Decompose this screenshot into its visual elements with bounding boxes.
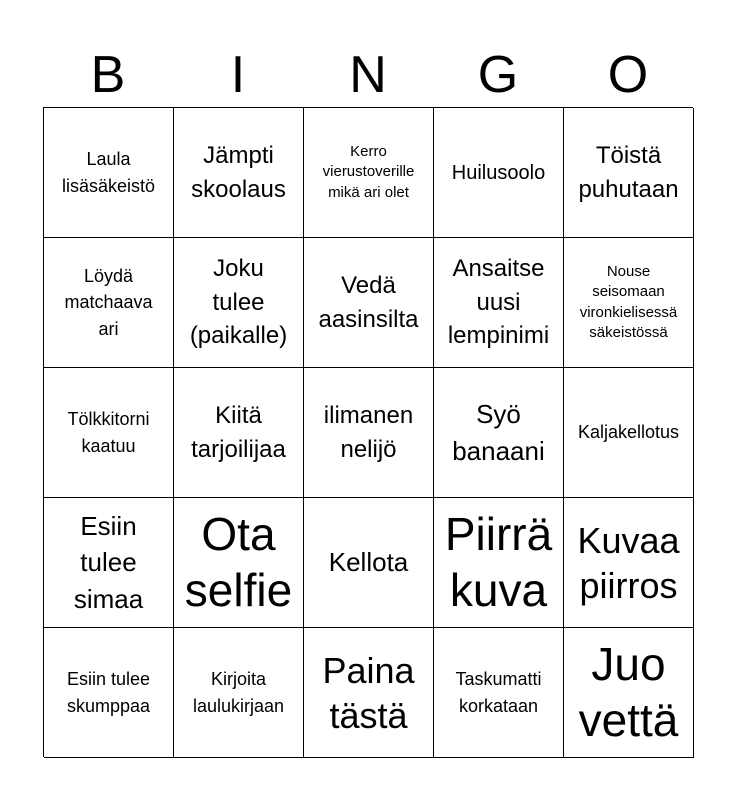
cell-text: ilimanen nelijö bbox=[323, 401, 414, 463]
header-letter-b: B bbox=[90, 46, 126, 104]
bingo-cell[interactable] bbox=[564, 238, 694, 368]
bingo-cell[interactable] bbox=[304, 628, 434, 758]
bingo-cell[interactable] bbox=[564, 108, 694, 238]
cell-text: Laula lisäsäkeistö bbox=[61, 149, 156, 196]
bingo-cell[interactable] bbox=[434, 628, 564, 758]
cell-text: Jämpti skoolaus bbox=[191, 141, 286, 203]
bingo-cell[interactable] bbox=[174, 238, 304, 368]
bingo-cell[interactable] bbox=[564, 628, 694, 758]
cell-text: Nouse seisomaan vironkielisessä säkeistössä bbox=[579, 263, 678, 341]
cell-text: Kellota bbox=[328, 547, 409, 578]
cell-text: Vedä aasinsilta bbox=[318, 271, 419, 333]
bingo-cell[interactable] bbox=[434, 368, 564, 498]
cell-text: Töistä puhutaan bbox=[578, 141, 679, 203]
cell-text: Ota selfie bbox=[184, 508, 293, 616]
bingo-cell[interactable] bbox=[174, 628, 304, 758]
cell-text: Syö banaani bbox=[452, 399, 545, 466]
bingo-cell[interactable] bbox=[434, 498, 564, 628]
header-letter-n: N bbox=[349, 46, 387, 104]
bingo-cell[interactable] bbox=[44, 628, 174, 758]
bingo-cell[interactable] bbox=[304, 498, 434, 628]
cell-text: Joku tulee (paikalle) bbox=[189, 255, 288, 350]
cell-text: Kiitä tarjoilijaa bbox=[191, 401, 286, 463]
cell-text: Juo vettä bbox=[578, 638, 679, 746]
cell-text: Kuvaa piirros bbox=[577, 519, 680, 606]
bingo-cell[interactable] bbox=[44, 238, 174, 368]
bingo-cell[interactable] bbox=[44, 498, 174, 628]
cell-text: Esiin tulee simaa bbox=[73, 510, 144, 614]
bingo-cell[interactable] bbox=[174, 498, 304, 628]
bingo-cell[interactable] bbox=[174, 368, 304, 498]
header-letter-i: I bbox=[230, 46, 246, 104]
cell-text: Ansaitse uusi lempinimi bbox=[447, 255, 550, 350]
bingo-cell[interactable] bbox=[44, 368, 174, 498]
cell-text: Kirjoita laulukirjaan bbox=[192, 669, 285, 716]
cell-text: Paina tästä bbox=[322, 649, 415, 736]
bingo-cell[interactable] bbox=[434, 108, 564, 238]
header-letter-o: O bbox=[607, 46, 649, 104]
bingo-header bbox=[43, 44, 693, 106]
bingo-cell[interactable] bbox=[174, 108, 304, 238]
bingo-cell[interactable] bbox=[564, 368, 694, 498]
bingo-cell[interactable] bbox=[564, 498, 694, 628]
bingo-cell[interactable] bbox=[304, 368, 434, 498]
bingo-cell[interactable] bbox=[304, 238, 434, 368]
cell-text: Löydä matchaava ari bbox=[64, 266, 153, 339]
cell-text: Tölkkitorni kaatuu bbox=[67, 409, 150, 456]
cell-text: Kerro vierustoverille mikä ari olet bbox=[322, 143, 415, 201]
header-letter-g: G bbox=[477, 46, 519, 104]
bingo-cell[interactable] bbox=[44, 108, 174, 238]
cell-text: Kaljakellotus bbox=[577, 422, 680, 443]
bingo-board bbox=[43, 107, 693, 757]
bingo-cell[interactable] bbox=[434, 238, 564, 368]
cell-text: Huilusoolo bbox=[451, 161, 546, 184]
cell-text: Taskumatti korkataan bbox=[455, 669, 542, 716]
bingo-cell[interactable] bbox=[304, 108, 434, 238]
cell-text: Piirrä kuva bbox=[444, 508, 553, 616]
cell-text: Esiin tulee skumppaa bbox=[66, 669, 151, 716]
